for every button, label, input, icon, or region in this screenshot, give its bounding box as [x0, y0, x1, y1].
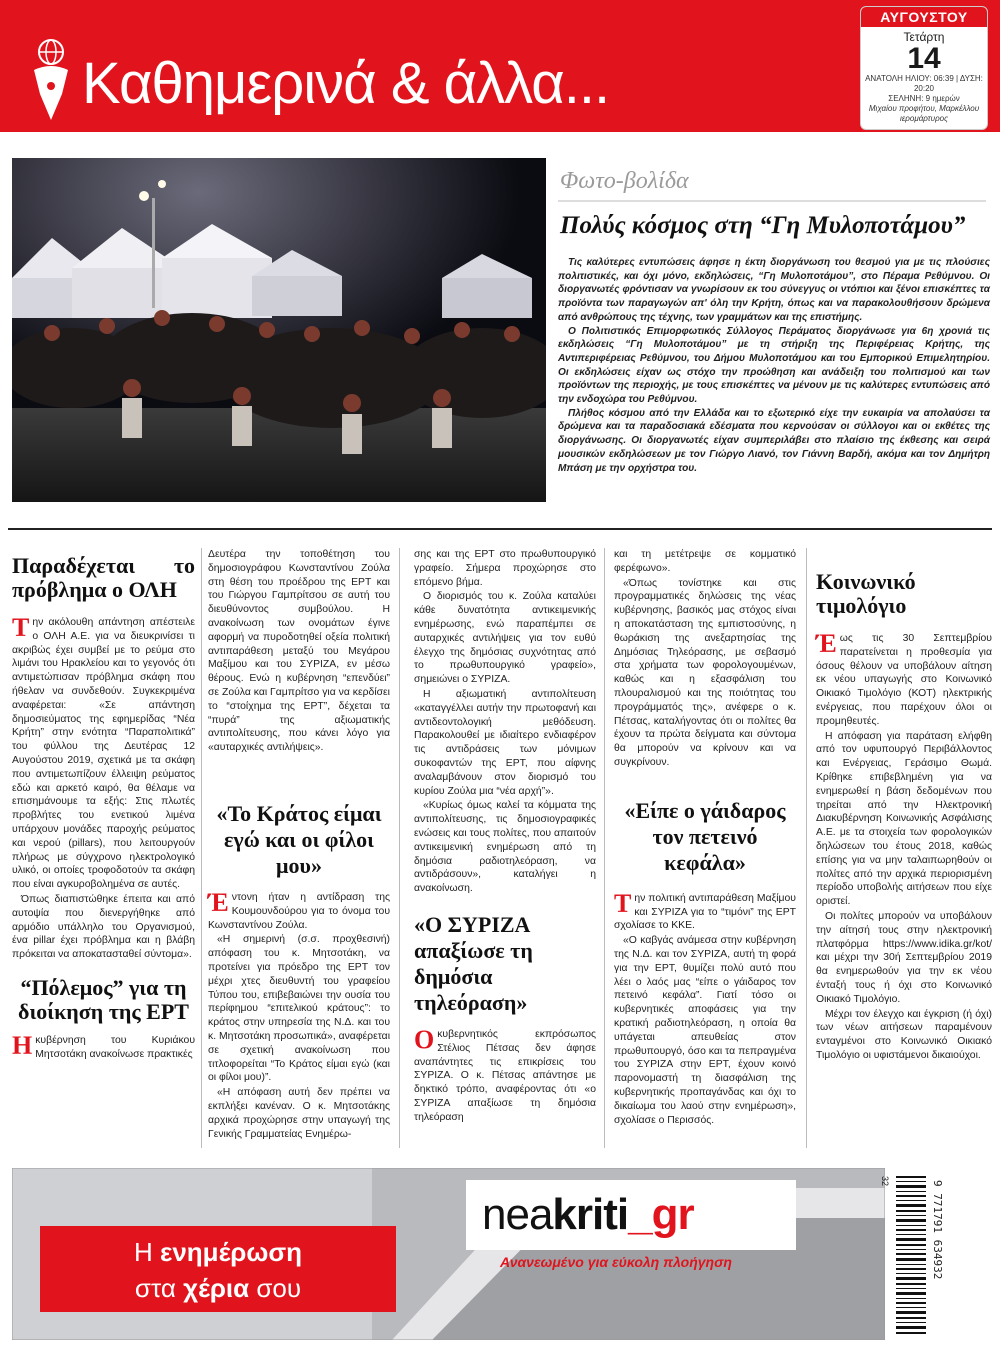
article-paragraph: Η απόφαση για παράταση ελήφθη από τον υφυπουργό Περιβάλλοντος και Ενέργειας, Γεράσιμο Θωμά. Κρίθηκε επιβεβλημένη για να ενημερωθεί η βάση δεδομένων που τηρείται από την Ηλεκτρονική Διακυβέρνηση Κοινωνικής Ασφάλισης Α.Ε. με τα στοιχεία των φορολογικών δηλώσεων του έτους 2018, καθώς επίσης για να μην ταλαιπωρηθούν οι πολίτες από την αρχικά περιορισμένη περίοδο υποβολής αιτήσεων που είχε οριστεί. [816, 730, 992, 908]
article-paragraph: σης και της ΕΡΤ στο πρωθυπουργικό γραφείο. Σήμερα προχώρησε στο επόμενο βήμα. [414, 549, 596, 588]
article-text: ην πολιτική αντιπαράθεση Μαξίμου και ΣΥΡΙΖΑ για το “τιμόνι” της ΕΡΤ σχολίασε το ΚΚΕ. [614, 892, 796, 932]
feature-paragraph: Πλήθος κόσμου από την Ελλάδα και το εξωτερικό είχε την ευκαιρία να απολαύσει τα δρώμενα και τα παραδοσιακά εδέσματα που κερνούσαν οι σύλλογοι και οι εκθέτες της διοργάνωσης. Οι διοργανωτές είχαν συμπεριλάβει στο πλαίσιο της έκθεσης και σειρά μουσικών εκδηλώσεων με τον Γιώργο Λιανό, τον Γιάννη Βαρδή, ακόμα και τον Δημήτρη Μπάση με την ορχήστρα του. [558, 407, 990, 474]
article-paragraph: Δευτέρα την τοποθέτηση του δημοσιογράφου Κωνσταντίνου Ζούλα στη θέση του προέδρου της ΕΡΤ και του Γιώργου Γαμπρίτσου σε αυτή του διευθύνοντος συμβούλου. Η ανακοίνωση των ονομάτων έγινε αφορμή να πυροδοτηθεί οξεία πολιτική αντιπαράθεση μεταξύ του Μεγάρου Μαξίμου και του ΣΥΡΙΖΑ, εν μέσω θέρους. Ενώ η κυβέρνηση “επενδύει” σε Ζούλα και Γαμπρίτσο για να κερδίσει το “στοίχημα της ΕΡΤ”, δέχεται τα “πυρά” της αξιωματικής αντιπολίτευσης, που κάνει λόγο για «αυταρχικές αντιλήψεις». [208, 549, 390, 754]
ad-slogan-bold: χέρια [183, 1273, 250, 1303]
saints-of-day: Μιχαίου προφήτου, Μαρκέλλου ιερομάρτυρος [868, 104, 980, 123]
article-pull-quote: «Είπε ο γάιδαρος τον πετεινό κεφάλα» [624, 797, 786, 875]
article-pull-quote: «Το Κράτος είμαι εγώ και οι φίλοι μου» [216, 800, 382, 878]
sunrise-sunset: ΑΝΑΤΟΛΗ ΗΛΙΟΥ: 06:39 | ΔΥΣΗ: 20:20 [865, 74, 983, 93]
article-paragraph: «Η σημερινή (σ.σ. προχθεσινή) απόφαση του κ. Μητσοτάκη, να προτείνει για πρόεδρο της ΕΡΤ τον μέχρι χτες διευθυντή του γραφείου Τύπου του, επιβεβαιώνει την ουσία του περίφημου “επιτελικού κράτους”: το κράτος στην υπηρεσία της Ν.Δ. και του κ. Μητσοτάκη προσωπικά», αναφέρεται σε σχετική ανακοίνωση που τιτλοφορείται “Το Κράτος είμαι εγώ (και οι φίλοι μου)”. [208, 934, 390, 1084]
feature-paragraph: Ο Πολιτιστικός Επιμορφωτικός Σύλλογος Περάματος διοργάνωσε για 6η χρονιά τις εκδηλώσεις “Γη Μυλοποτάμου” με τη στήριξη της Περιφέρειας Κρήτης, της Αντιπεριφέρειας Ρεθύμνου, του Δήμου Μυλοποτάμου και του Εμπορικού Επιμελητηρίου. Οι εκδηλώσεις είχαν ως στόχο την προώθηση και ανάδειξη του πολιτισμού και των προϊόντων της περιοχής, με τους επισκέπτες να μένουν με τις καλύτερες εντυπώσεις από την ενδοχώρα του Ρεθύμνου. [558, 325, 990, 406]
article-paragraph: Ο διορισμός του κ. Ζούλα καταλύει κάθε δυνατότητα αντικειμενικής ενημέρωσης, ενώ παραπέμπει σε αυταρχικές αντιλήψεις για τον ευθύ έλεγχο της δημόσιας συχνότητας από το πρωθυπουργικό γραφείο», σημειώνει ο ΣΥΡΙΖΑ. [414, 591, 596, 686]
drop-cap: Έ [816, 629, 837, 658]
column-rule [201, 548, 202, 1148]
date-day-number: 14 [907, 42, 941, 75]
article-paragraph: Οι πολίτες μπορούν να υποβάλουν την αίτησή τους στην ηλεκτρονική πλατφόρμα https://www.idika.gr/kot/ και μέχρι την 30ή Σεπτεμβρίου 2019 θα ενημερωθούν για την εκ νέου ένταξή τους ή όχι στο Κοινωνικό Οικιακό Τιμολόγιο. [816, 910, 992, 1005]
article-paragraph: Μέχρι τον έλεγχο και έγκριση (ή όχι) των νέων αιτήσεων παραμένουν ενταγμένοι στο Κοινωνικό Οικιακό Τιμολόγιο οι υφιστάμενοι δικαιούχοι. [816, 1008, 992, 1061]
feature-paragraph: Τις καλύτερες εντυπώσεις άφησε η έκτη διοργάνωση του θεσμού για με τις πλούσιες πολιτιστικές, και όχι μόνο, εκδηλώσεις, “Γη Μυλοποτάμου”, στο Πέραμα Ρεθύμνου. Οι διοργανωτές φρόντισαν να γνωρίσουν εκ του σύνεγγυς οι ντόπιοι και ξένοι επισκέπτες τα προϊόντα των παραγωγών απ' όλη την Κρήτη, όπως και να παρακολουθήσουν δρώμενα από ανθρώπους της τέχνης, των γραμμάτων και της επιστήμης. [558, 257, 990, 323]
article-paragraph: «Η απόφαση αυτή δεν πρέπει να εκπλήξει κανέναν. Ο κ. Μητσοτάκης αρχικά προχώρησε στην υπαγωγή της Γενικής Γραμματείας Ενημέρω- [208, 1087, 390, 1140]
neakriti-logo [482, 1190, 694, 1240]
date-month: ΑΥΓΟΥΣΤΟΥ [861, 7, 987, 27]
article-text: κυβέρνηση του Κυριάκου Μητσοτάκη ανακοίνωσε πρακτικές [35, 1034, 195, 1060]
logo-part-accent: _gr [628, 1190, 694, 1239]
article-paragraph: «Ο καβγάς ανάμεσα στην κυβέρνηση της Ν.Δ. και τον ΣΥΡΙΖΑ, αυτή τη φορά για την ΕΡΤ, θυμίζει πολύ αυτό που λέει ο λαός μας “είπε ο γάιδαρος τον πετεινό κεφάλα”. Γιατί τόσο οι κυβερνητικές αποφάσεις για την κρατική ραδιοτηλεόραση, η οποία θα υπάγεται απευθείας στον πρωθυπουργό, όσο και τα πεπραγμένα του ΣΥΡΙΖΑ στην ΕΡΤ, έχουν κοινό παρονομαστή τη διασφάλιση της κυβερνητικής προπαγάνδας και όχι το δικαίωμα του λαού στην ενημέρωση», σχολίασε ο Περισσός. [614, 935, 796, 1126]
feature-photo [12, 158, 546, 502]
ad-slogan-text: σου [256, 1273, 302, 1303]
barcode-icon [896, 1172, 926, 1340]
section-rule [558, 200, 986, 202]
article-ert-col2 [208, 548, 390, 1142]
drop-cap: Η [12, 1030, 33, 1060]
feature-headline: Πολύς κόσμος στη “Γη Μυλοποτάμου” [560, 212, 966, 239]
issue-number: 32 [880, 1176, 890, 1187]
masthead-title: Καθημερινά & άλλα... [82, 51, 610, 116]
article-pull-quote: «Ο ΣΥΡΙΖΑ απαξίωσε τη δημόσια τηλεόραση» [414, 911, 533, 1015]
moon-phase: ΣΕΛΗΝΗ: 9 ημερών [888, 94, 960, 103]
article-paragraph [414, 1024, 596, 1125]
masthead [0, 0, 1000, 132]
article-text: ντονη ήταν η αντίδραση της Κουμουνδούρου για το όνομα του Κωνσταντίνου Ζούλα. [208, 891, 390, 931]
article-kot [816, 564, 992, 1064]
article-paragraph [12, 1030, 195, 1062]
article-paragraph: Η αξιωματική αντιπολίτευση «καταγγέλλει αυτήν την πρωτοφανή και αντιδεοντολογική μεθόδευση. Παρακολουθεί με ιδιαίτερο ενδιαφέρον τις αντιδράσεις των μόνιμων συκοφαντών της ΕΡΤ, που αίφνης αναλαμβάνουν στον διορισμό του κυρίου Ζούλα μια “νέα αρχή”». [414, 688, 596, 797]
article-paragraph [614, 888, 796, 933]
barcode-number: 9 771791 634932 [931, 1180, 944, 1280]
logo-part-bold: kriti [552, 1190, 629, 1239]
drop-cap: Ο [414, 1024, 435, 1054]
drop-cap: Τ [614, 888, 632, 918]
article-text: ως τις 30 Σεπτεμβρίου παρατείνεται η προθεσμία για όσους θέλουν να υποβάλουν αίτηση εκ νέου υπαγωγής στο Κοινωνικό Οικιακό Τιμολόγιο (ΚΟΤ) ηλεκτρικής ενέργειας, που παρέχουν όλοι οι προμηθευτές. [816, 633, 992, 727]
ad-slogan-bold: ενημέρωση [159, 1237, 303, 1267]
article-paragraph [816, 629, 992, 729]
logo-part: nea [482, 1190, 553, 1239]
article-text: ην ακόλουθη απάντηση απέστειλε ο ΟΛΗ Α.Ε. για να διευκρινίσει τι ακριβώς έχει συμβεί με το ρεύμα στο λιμάνι του Ηρακλείου και το γεγονός ότι αντιμετώπισαν πρόβλημα σκάφη που ήθελαν να συνδεθούν. Συγκεκριμένα αναφέρεται: «Σε απάντηση δημοσιεύματος της εφημερίδας “Νέα Κρήτη” στην ενότητα “Παραπολιτικά” του φύλλου της Δευτέρας 12 Αυγούστου 2019, σχετικά με τα σκάφη που αντιμετωπίζουν έλλειψη ρεύματος εδώ και αρκετό καιρό, θα θέλαμε να επισημάνουμε τα εξής: Στις πλωτές προβλήτες του ενετικού λιμένα υπάρχουν μονάδες παροχής ρεύματος και νερού (pillars), που λειτουργούν πλήρως με σύγχρονο ηλεκτρολογικό υλικό, οι οποίες τροφοδοτούν τα σκάφη που είναι αγκυροβολημένα σε αυτές. [12, 617, 195, 891]
drop-cap: Έ [208, 887, 229, 917]
article-paragraph [12, 613, 195, 892]
article-paragraph: Όπως διαπιστώθηκε έπειτα και από αυτοψία που διενεργήθηκε από αρμόδιο υπάλληλο του Οργανισμού, ένα pillar έχει πρόβλημα και η βλάβη πρόκειται να αποκατασταθεί σύντομα». [12, 893, 195, 961]
article-paragraph: «Κυρίως όμως καλεί τα κόμματα της αντιπολίτευσης, τις δημοσιογραφικές ενώσεις και τους πολίτες, που απαιτούν αντικειμενική ενημέρωση από τη δημόσια ραδιοτηλεόραση, να αντιδράσουν», καταλήγει η ανακοίνωση. [414, 800, 596, 895]
section-divider [8, 528, 992, 530]
column-rule [806, 548, 807, 1148]
article-ert-col3 [414, 548, 596, 1126]
feature-body [558, 256, 990, 475]
article-text: κυβερνητικός εκπρόσωπος Στέλιος Πέτσας δεν άφησε αναπάντητες τις επικρίσεις του ΣΥΡΙΖΑ. Ο κ. Πέτσας απάντησε με δηκτικό τρόπο, αναφέροντας ότι «ο ΣΥΡΙΖΑ απαξίωσε τη δημόσια τηλεόραση [414, 1028, 596, 1123]
ad-slogan-text: στα [134, 1273, 176, 1303]
article-headline: “Πόλεμος” για τη διοίκηση της ΕΡΤ [18, 974, 189, 1024]
advertisement-banner[interactable] [12, 1168, 885, 1340]
date-box [860, 6, 988, 130]
article-headline: Παραδέχεται το πρόβλημα ο ΟΛΗ [12, 553, 195, 602]
article-headline: Κοινωνικό τιμολόγιο [816, 569, 916, 618]
article-paragraph [208, 887, 390, 932]
column-rule [604, 548, 605, 1148]
ad-slogan-box [40, 1226, 396, 1312]
article-ert-col4 [614, 548, 796, 1128]
date-weekday: Τετάρτη [903, 30, 945, 44]
newspaper-logo-icon [22, 36, 80, 122]
article-paragraph: και τη μετέτρεψε σε κομματικό φερέφωνο». [614, 549, 796, 574]
section-label: Φωτο-βολίδα [560, 168, 689, 194]
ad-tagline: Ανανεωμένο για εύκολη πλοήγηση [500, 1254, 732, 1270]
column-rule [399, 548, 400, 1148]
ad-slogan-text: Η [133, 1237, 153, 1267]
article-olh [12, 548, 195, 1063]
drop-cap: Τ [12, 613, 30, 642]
article-paragraph: «Όπως τονίστηκε και στις προγραμματικές δηλώσεις της νέας κυβέρνησης, βασικός μας στόχος είναι η αποκατάσταση της εμπιστοσύνης, η θωράκιση της ανεξαρτησίας της Δημόσιας Τηλεόρασης, με σεβασμό στα χρήματα των φορολογουμένων, καθώς και η εξασφάλιση του πλουραλισμού και της ποιότητας του προγράμματός της», ανέφερε ο κ. Πέτσας, καταλήγοντας ότι οι πολίτες θα έχουν τα πρώτα δείγματα και σύντομα θα μπορούν να κρίνουν και να συγκρίνουν. [614, 577, 796, 768]
